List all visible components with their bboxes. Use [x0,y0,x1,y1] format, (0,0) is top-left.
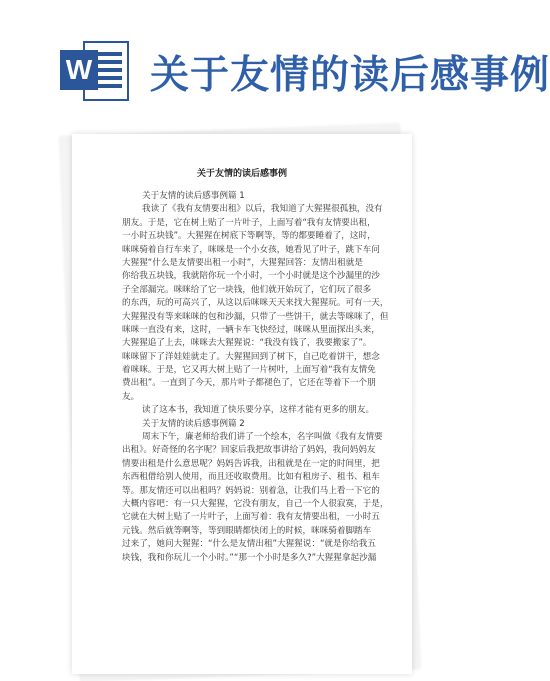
document-body [122,190,389,565]
document-line: 一小时五块钱”。大猩猩在树底下等啊等，等的都要睡着了，这时， [122,231,376,242]
document-line: 情要出租是什么意思呢？妈妈告诉我，出租就是在一定的时间里，把 [122,458,380,469]
document-line: 它就在大树上贴了一片叶子，上面写着：我有友情要出租，一小时五 [122,512,380,523]
document-line: 等。那友情还可以出租吗？妈妈说：别着急，让我们马上看一下它的 [122,485,380,496]
document-line: 的东西，玩的可高兴了，从这以后咪咪天天来找大猩猩玩。可有一天， [122,298,389,309]
document-line: 关于友情的读后感事例篇 1 [142,191,245,201]
document-line: 朋友。于是，它在树上贴了一片叶子，上面写着“我有友情要出租， [122,217,376,228]
document-line: 出租》。好奇怪的名字呢？回家后我把故事讲给了妈妈，我问妈妈友 [122,445,376,456]
document-line: 大猩猩追了上去，咪咪去大猩猩说：“我没有钱了，我要搬家了”。 [122,338,372,349]
banner [0,0,550,120]
word-logo-letter: W [65,54,93,85]
document-line: 读了这本书，我知道了快乐要分享，这样才能有更多的朋友。 [142,405,375,416]
document-title: 关于友情的读后感事例 [196,169,287,179]
document-line: 块钱，我和你玩儿一个小时。”“那一个小时是多久?”大猩猩拿起沙漏 [122,552,377,563]
document-line: 咪咪留下了洋娃娃就走了。大猩猩回到了树下，自己吃着饼干，想念 [122,351,380,362]
document-line: 过来了，她问大猩猩：“什么是友情出租”大猩猩说：“就是你给我五 [122,539,376,550]
document-line: 你给我五块钱，我就陪你玩一个小时，一个小时就是这个沙漏里的沙 [122,271,380,282]
document-line: 关于友情的读后感事例篇 2 [142,418,245,429]
document-line: 大猩猩没有等来咪咪的包和沙漏，只带了一些饼干，就去等咪咪了，但 [122,311,389,322]
document-line: 元钱。然后就等啊等，等到眼睛都快闭上的时候，咪咪骑着脚踏车 [122,525,372,536]
document-line: 咪咪一直没有来，这时，一辆卡车飞快经过，咪咪从里面探出头来， [122,324,380,335]
document-page [72,134,412,674]
word-document-icon [60,38,130,104]
document-line: 我读了《我有友情要出租》以后，我知道了大猩猩很孤独，没有 [142,204,383,215]
document-line: 东西租借给别人使用，而且还收取费用。比如有租房子、租书、租车 [122,472,380,483]
document-line: 咪咪骑着自行车来了，咪咪是一个小女孩，她看见了叶子，跳下车问 [122,244,380,255]
document-line: 大猩猩“什么是友情要出租一小时”，大猩猩回答：友情出租就是 [122,257,363,268]
document-line: 费出租”。一直到了今天，那片叶子都褪色了，它还在等着下一个朋 [122,378,376,389]
banner-title: 关于友情的读后感事例 [150,53,550,98]
document-line: 友。 [122,391,140,402]
document-line: 周末下午，廉老师给我们讲了一个绘本，名字叫做《我有友情要 [142,432,383,443]
document-line: 子全部漏完。咪咪给了它一块钱，他们就开始玩了，它们玩了很多 [122,284,372,295]
document-line: 着咪咪。于是，它又再大树上贴了一片树叶，上面写着“我有友情免 [122,365,376,376]
document-line: 大概内容吧：有一只大猩猩，它没有朋友，自己一个人很寂寞，于是， [122,498,389,509]
